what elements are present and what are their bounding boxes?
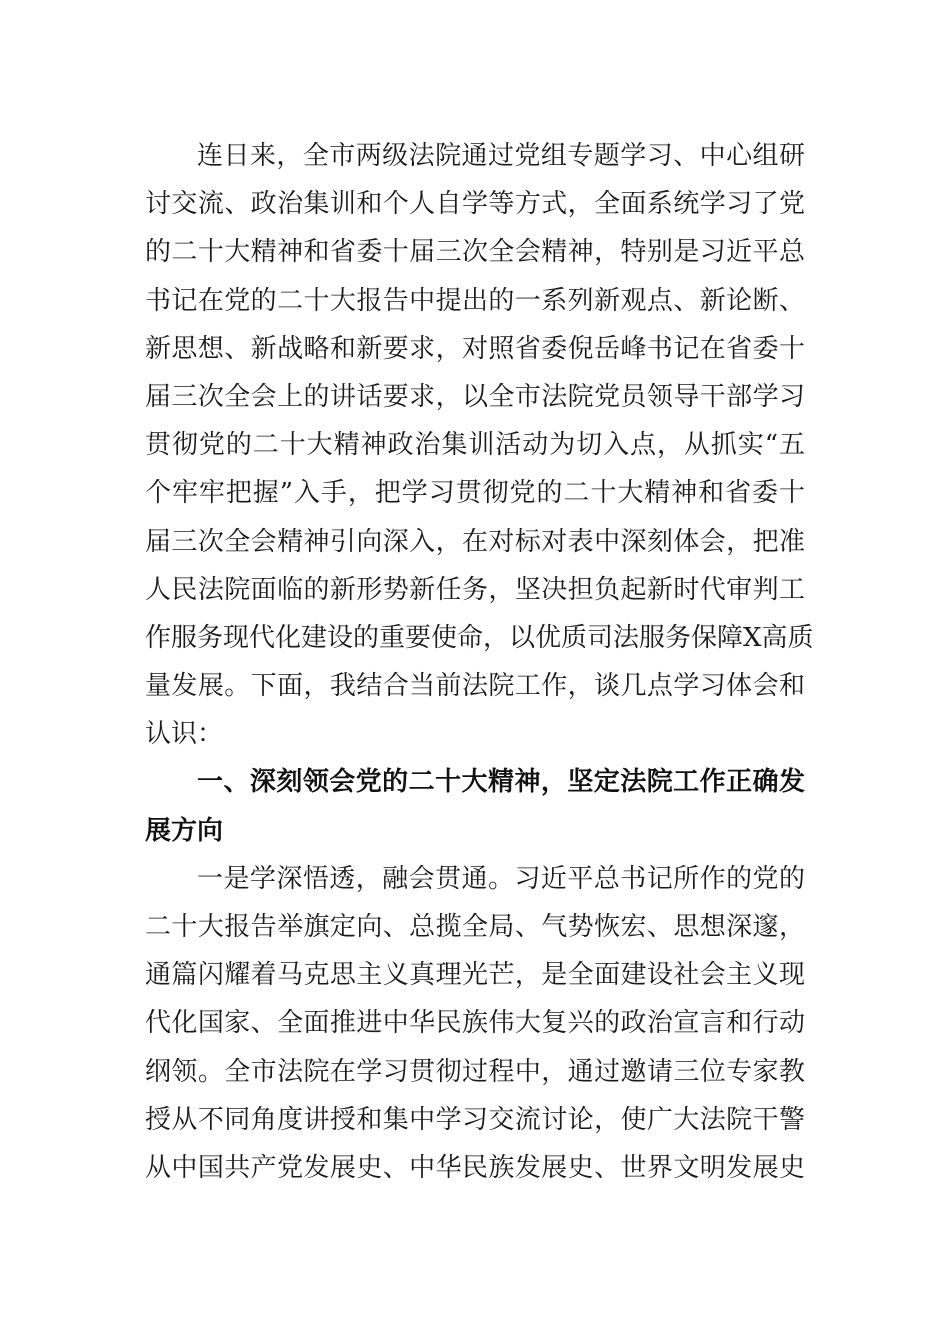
paragraph-line: 授从不同角度讲授和集中学习交流讨论，使广大法院干警 [145, 1104, 805, 1135]
paragraph-line: 通篇闪耀着马克思主义真理光芒，是全面建设社会主义现 [145, 960, 805, 991]
section-heading-line: 一、深刻领会党的二十大精神，坚定法院工作正确发 [197, 767, 805, 798]
paragraph-line: 量发展。下面，我结合当前法院工作，谈几点学习体会和 [145, 671, 805, 702]
paragraph-line: 二十大报告举旗定向、总揽全局、气势恢宏、思想深邃， [145, 912, 805, 942]
paragraph-line: 连日来，全市两级法院通过党组专题学习、中心组研 [197, 141, 805, 171]
paragraph-line: 从中国共产党发展史、中华民族发展史、世界文明发展史 [145, 1152, 805, 1183]
paragraph-line: 届三次全会上的讲话要求，以全市法院党员领导干部学习 [145, 381, 805, 412]
paragraph-line: 届三次全会精神引向深入，在对标对表中深刻体会，把准 [145, 526, 805, 557]
paragraph-line: 个牢牢把握”入手，把学习贯彻党的二十大精神和省委十 [145, 478, 805, 509]
document-body [145, 132, 814, 1192]
paragraph-line: 纲领。全市法院在学习贯彻过程中，通过邀请三位专家教 [145, 1056, 805, 1087]
paragraph-line: 的二十大精神和省委十届三次全会精神，特别是习近平总 [145, 237, 805, 268]
paragraph-line: 贯彻党的二十大精神政治集训活动为切入点，从抓实“五 [145, 430, 805, 461]
paragraph-line: 书记在党的二十大报告中提出的一系列新观点、新论断、 [145, 285, 805, 316]
paragraph-line: 讨交流、政治集训和个人自学等方式，全面系统学习了党 [145, 189, 805, 220]
paragraph-line: 认识： [145, 719, 224, 750]
paragraph-line: 代化国家、全面推进中华民族伟大复兴的政治宣言和行动 [145, 1008, 805, 1039]
paragraph-line: 新思想、新战略和新要求，对照省委倪岳峰书记在省委十 [145, 333, 805, 364]
paragraph-line: 人民法院面临的新形势新任务，坚决担负起新时代审判工 [145, 574, 805, 605]
paragraph-line: 一是学深悟透，融会贯通。习近平总书记所作的党的 [197, 863, 805, 894]
section-heading-line: 展方向 [145, 815, 224, 846]
paragraph-line: 作服务现代化建设的重要使命，以优质司法服务保障X高质 [145, 622, 814, 653]
